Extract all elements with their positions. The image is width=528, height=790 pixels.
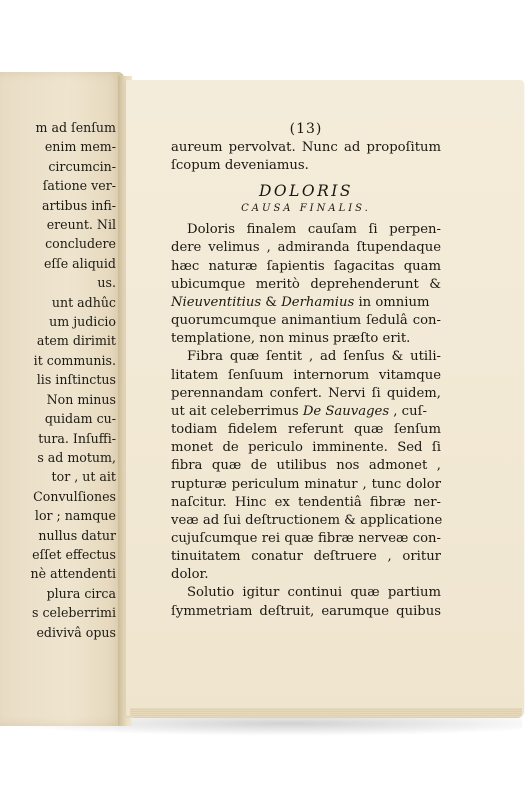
text-line: Solutio igitur continui quæ partium xyxy=(187,585,441,601)
left-line: s celeberrimi xyxy=(31,605,116,621)
left-page-text xyxy=(0,118,116,642)
left-line: s ad motum, xyxy=(37,449,116,465)
page-number: (13) xyxy=(289,121,323,137)
left-line: lor ; namque xyxy=(34,508,116,524)
page-edges xyxy=(130,708,522,718)
left-line: plura circa xyxy=(46,585,116,601)
text-line: perennandam confert. Nervi ſi quidem, xyxy=(171,385,441,401)
text-line xyxy=(171,294,441,312)
text-line: naſcitur. Hinc ex tendentiâ fibræ ner- xyxy=(171,494,441,510)
text-span: , cuſ- xyxy=(389,403,427,419)
text-line xyxy=(171,403,441,421)
text-span: & xyxy=(261,294,282,310)
left-line: nè attendenti xyxy=(30,566,116,582)
intro-line: ſcopum deveniamus. xyxy=(171,158,309,174)
text-line: Doloris finalem cauſam ſi perpen- xyxy=(187,222,441,238)
text-span: in omnium xyxy=(354,294,430,310)
text-line: quorumcumque animantium ſedulâ con- xyxy=(171,313,441,329)
text-line: rupturæ periculum minatur , tunc dolor xyxy=(171,476,441,492)
section-heading: DOLORIS xyxy=(258,182,354,201)
left-line: eſſet effectus xyxy=(32,546,116,562)
left-line: Non minus xyxy=(46,391,116,407)
text-line: hæc naturæ ſapientis ſagacitas quam xyxy=(171,258,441,274)
left-line: edivivâ opus xyxy=(36,624,116,640)
text-span: ut ait celeberrimus xyxy=(171,403,303,419)
text-line: tinuitatem conatur deſtruere , oritur xyxy=(171,549,441,565)
text-line: veæ ad ſui deſtructionem & applicatione xyxy=(171,512,443,528)
text-line: ſymmetriam deſtruit, earumque quibus xyxy=(171,603,441,619)
left-line: ereunt. Nil xyxy=(46,217,116,233)
text-line: cujuſcumque rei quæ fibræ nerveæ con- xyxy=(171,530,441,546)
left-line: unt adhûc xyxy=(51,294,116,310)
text-line: monet de periculo imminente. Sed ſi xyxy=(171,440,441,456)
text-line: ubicumque meritò deprehenderunt & xyxy=(171,276,441,292)
left-line: circumcin- xyxy=(48,158,116,174)
text-line: dolor. xyxy=(171,567,209,583)
paragraph-3 xyxy=(171,584,441,620)
text-line: templatione, non minus præſto erit. xyxy=(171,331,411,347)
author-name: De Sauvages xyxy=(302,403,390,419)
section-subheading: CAUSA FINALIS. xyxy=(241,203,371,215)
text-line: litatem ſenſuum internorum vitamque xyxy=(171,367,441,383)
paragraph-1 xyxy=(171,221,441,348)
text-line: todiam fidelem referunt quæ ſenſum xyxy=(171,422,441,438)
left-line: um judicio xyxy=(49,314,116,330)
left-line: atem dirimit xyxy=(36,333,116,349)
left-line: Convulſiones xyxy=(33,488,116,504)
left-line: ſatione ver- xyxy=(42,178,116,194)
left-line: lis inſtinctus xyxy=(36,372,116,388)
paragraph-2 xyxy=(171,348,441,584)
author-name: Nieuventitius xyxy=(171,294,262,310)
left-line: it communis. xyxy=(33,352,116,368)
text-line: dere velimus , admiranda ſtupendaque xyxy=(171,240,441,256)
text-line: fibra quæ de utilibus nos admonet , xyxy=(171,458,441,474)
left-line: concludere xyxy=(45,236,116,252)
left-line: tor , ut ait xyxy=(51,469,116,485)
left-line: quidam cu- xyxy=(44,411,116,427)
left-line: enim mem- xyxy=(44,139,116,155)
left-line: nullus datur xyxy=(38,527,116,543)
text-line: Fibra quæ ſentit , ad ſenſus & utili- xyxy=(187,349,441,365)
intro-line: aureum pervolvat. Nunc ad propoſitum xyxy=(171,140,441,155)
left-line: artibus infi- xyxy=(41,197,116,213)
left-line: us. xyxy=(97,275,116,291)
left-line: m ad ſenſum xyxy=(35,120,116,135)
author-name: Derhamius xyxy=(281,294,355,310)
left-line: eſſe aliquid xyxy=(43,255,116,271)
left-line: tura. Inſuffi- xyxy=(38,430,116,446)
